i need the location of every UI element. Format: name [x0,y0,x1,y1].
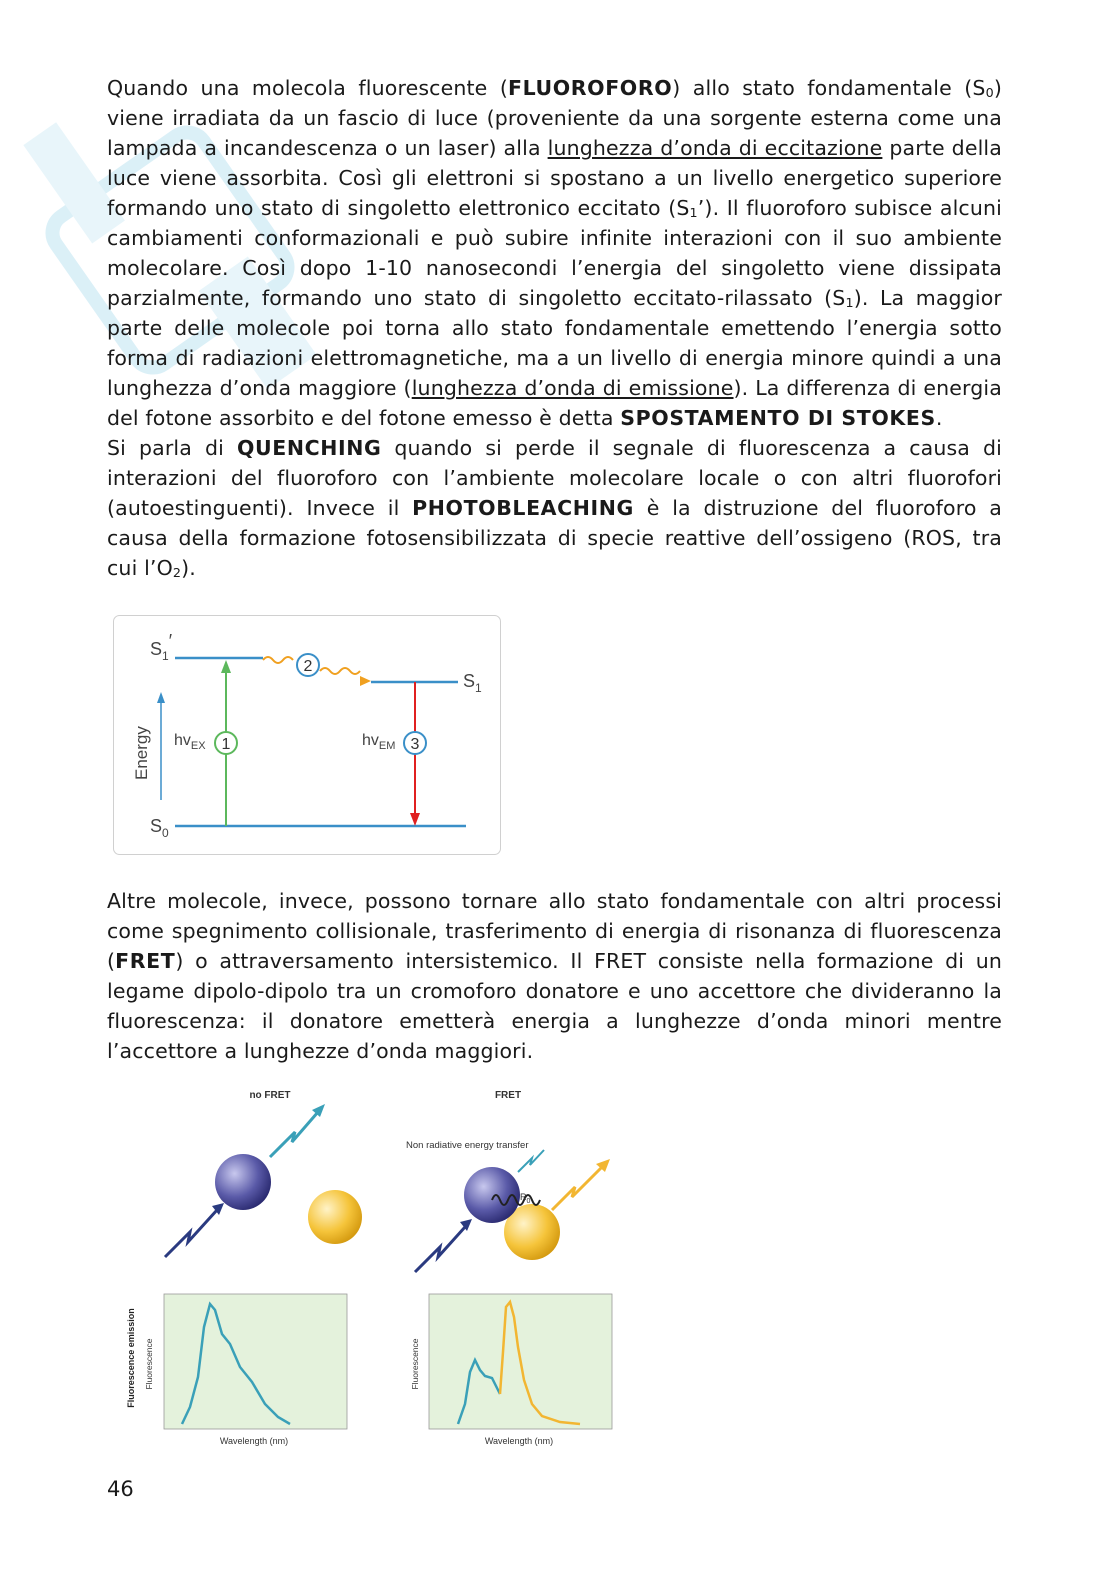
diagram-frame [114,616,501,855]
label-fret: FRET [494,1090,522,1101]
y-axis-group-label: Fluorescence emission [126,1308,136,1408]
term-fluoroforo: FLUOROFORO [507,76,673,100]
excitation-bolt-left [165,1210,217,1257]
emission-bolt-right [552,1167,602,1210]
label-s0: $S_0$ [150,816,169,840]
label-no-fret: no FRET [249,1090,291,1101]
term-emission-wavelength: lunghezza d’onda di emissione [411,376,734,400]
page-number: 46 [107,1477,134,1501]
jablonski-diagram [113,615,501,855]
energy-label: Energy [132,726,151,780]
svg-text:3: 3 [410,736,420,753]
y-axis-label-right: Fluorescence [410,1338,420,1390]
svg-text:1: 1 [221,736,231,753]
x-axis-label-right: Wavelength (nm) [484,1436,554,1446]
term-excitation-wavelength: lunghezza d’onda di eccitazione [547,136,883,160]
term-fret: FRET [115,949,176,973]
y-axis-label-left: Fluorescence [144,1338,154,1390]
donor-sphere-left [215,1154,271,1210]
x-axis-label-left: Wavelength (nm) [219,1436,289,1446]
spectrum-plot-left [164,1294,347,1429]
svg-text:2: 2 [303,658,313,675]
label-energy-transfer: Non radiative energy transfer [406,1140,529,1151]
label-r0: $R_0$ [520,1192,531,1205]
transfer-bolt [518,1150,544,1172]
emission-bolt-left [270,1112,318,1157]
label-s1-prime: $S_1'$ [150,631,173,663]
label-s1: $S_1$ [463,671,482,695]
paragraph-fluorophore: Quando una molecola fluorescente (FLUOROFORO) allo stato fondamentale $(S_0)$ viene irradiata da un fascio di luce (proveniente da una sorgente esterna come una lampada a incandescenza o un laser) alla lunghezza d’onda di eccitazione parte della luce viene assorbita. Così gli elettroni si spostano a un livello energetico superiore formando uno stato di singoletto elettronico eccitato $(S_1’)$. Il fluoroforo subisce alcuni cambiamenti conformazionali e può subire infinite interazioni con il suo ambiente molecolare. Così dopo 1-10 nanosecondi l’energia del singoletto viene dissipata parzialmente, formando uno stato di singoletto eccitato-rilassato $(S_1)$. La maggior parte delle molecole poi torna allo stato fondamentale emettendo l’energia sotto forma di radiazioni elettromagnetiche, ma a un livello di energia minore quindi a una lunghezza d’onda maggiore (lunghezza d’onda di emissione). La differenza di energia del fotone assorbito e del fotone emesso è detta SPOSTAMENTO DI STOKES. Si parla di QUENCHING quando si perde il segnale di fluorescenza a causa di interazioni del fluoroforo con l’ambiente molecolare locale o con altri fluorofori (autoestinguenti). Invece il PHOTOBLEACHING è la distruzione del fluoroforo a causa della formazione fotosensibilizzata di specie reattive dell’ossigeno (ROS, tra cui $l’O_2$). [107,76,1003,580]
hv-em-label: $hv_{EM}$ [362,732,396,752]
hv-ex-label: $hv_{EX}$ [174,732,206,752]
excitation-bolt-right [415,1227,465,1272]
term-quenching: QUENCHING [236,436,382,460]
fret-figure [120,1082,620,1452]
term-photobleaching: PHOTOBLEACHING [412,496,634,520]
paragraph-fret: Altre molecole, invece, possono tornare allo stato fondamentale con altri processi come spegnimento collisionale, trasferimento di energia di risonanza di fluorescenza (FRET) o attraversamento intersistemico. Il FRET consiste nella formazione di un legame dipolo-dipolo tra un cromoforo donatore e uno accettore che divideranno la fluorescenza: il donatore emetterà energia a lunghezze d’onda minori mentre l’accettore a lunghezze d’onda maggiori. [107,889,1002,1063]
term-stokes-shift: SPOSTAMENTO DI STOKES [620,406,936,430]
acceptor-sphere-left [308,1190,362,1244]
